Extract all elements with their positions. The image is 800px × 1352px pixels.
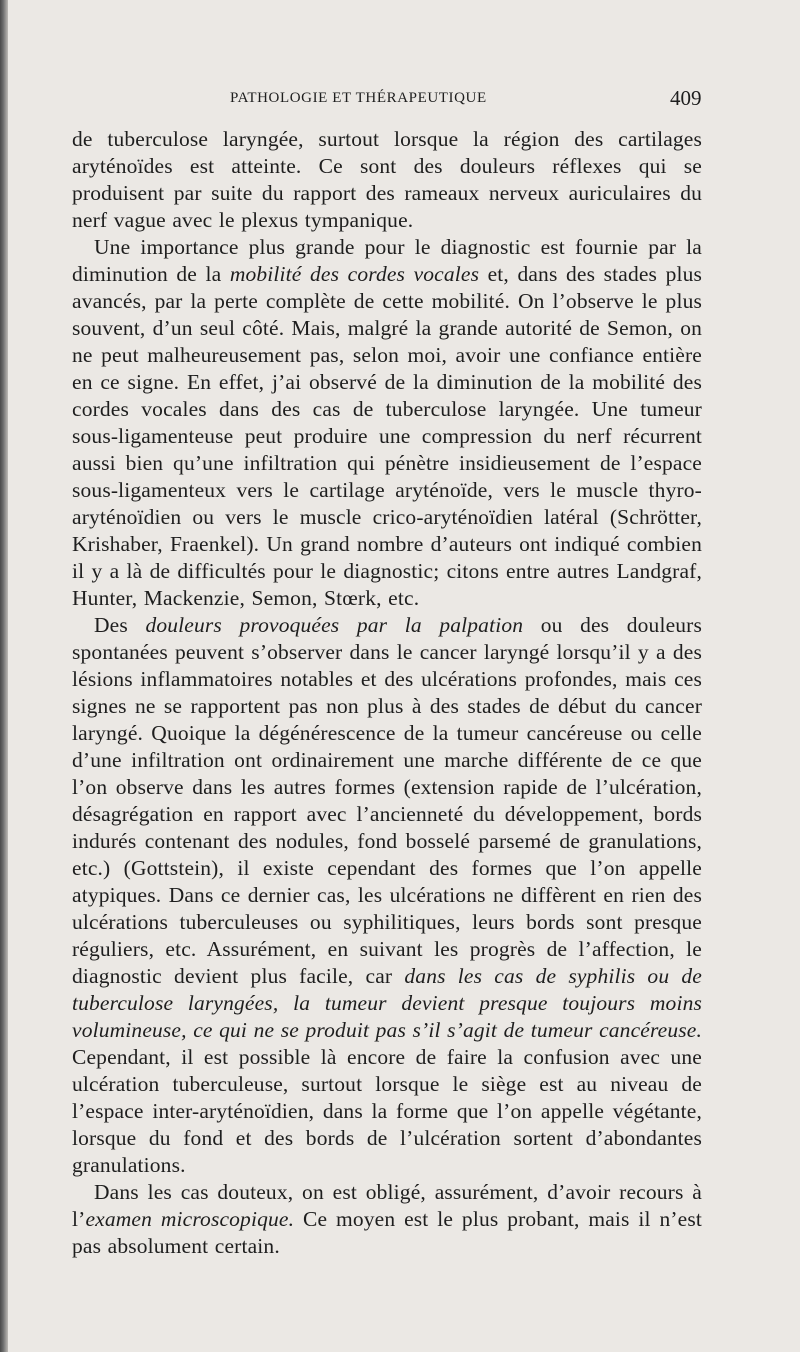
italic-emphasis: mobilité des cordes vocales (229, 262, 480, 286)
paragraph-3 (72, 612, 702, 1179)
text-segment: Dans les cas douteux, on est obligé, assurément, d’avoir recours à l’ (72, 1180, 702, 1231)
paragraph-2 (72, 234, 702, 612)
italic-emphasis: examen microscopique. (85, 1207, 295, 1231)
text-segment: Ce moyen est le plus probant, mais il n’est pas absolument certain. (72, 1207, 703, 1258)
text-segment: ou des douleurs spontanées peuvent s’observer dans le cancer laryngé lorsqu’il y a des lésions inflammatoires notables et des ulcérations profondes, mais ces signes ne se rapportent pas non plus à des stades de début du cancer laryngé. Quoique la dégénérescence de la tumeur cancéreuse ou celle d’une infiltration ont ordinairement une marche différente de ce que l’on observe dans les autres formes (extension rapide de l’ulcération, désagrégation en rapport avec l’ancienneté du développement, bords indurés contenant des nodules, fond bosselé parsemé de granulations, etc.) (Gottstein), il existe cependant des formes que l’on appelle atypiques. Dans ce dernier cas, les ulcérations ne diffèrent en rien des ulcérations tuberculeuses ou syphilitiques, leurs bords sont presque réguliers, etc. Assurément, en suivant les progrès de l’affection, le diagnostic devient plus facile, car (72, 613, 702, 988)
paragraph-1 (72, 126, 702, 234)
binding-edge (0, 0, 8, 1352)
text-segment: Cependant, il est possible là encore de faire la confusion avec une ulcération tuberculeuse, surtout lorsque le siège est au niveau de l’espace inter-aryténoïdien, dans la forme que l’on appelle végétante, lorsque du fond et des bords de l’ulcération sortent d’abondantes granulations. (72, 1045, 702, 1177)
text-segment: et, dans des stades plus avancés, par la perte complète de cette mobilité. On l’observe le plus souvent, d’un seul côté. Mais, malgré la grande autorité de Semon, on ne peut malheureusement pas, selon moi, avoir une confiance entière en ce signe. En effet, j’ai observé de la diminution de la mobilité des cordes vocales dans des cas de tuberculose laryngée. Une tumeur sous-ligamenteuse peut produire une compression du nerf récurrent aussi bien qu’une infiltration qui pénètre insidieusement de l’espace sous-ligamenteux vers le cartilage aryténoïde, vers le muscle thyro-aryténoïdien ou vers le muscle crico-aryténoïdien latéral (Schrötter, Krishaber, Fraenkel). Un grand nombre d’auteurs ont indiqué combien il y a là de difficultés pour le diagnostic; citons entre autres Landgraf, Hunter, Mackenzie, Semon, Stœrk, etc. (72, 262, 703, 610)
italic-emphasis: dans les cas de syphilis ou de tuberculose laryngées, la tumeur devient presque toujours moins volumineuse, ce qui ne se produit pas s’il s’agit de tumeur cancéreuse. (72, 964, 702, 1042)
paragraph-4 (72, 1179, 702, 1260)
text-segment: Des (94, 613, 146, 637)
italic-emphasis: douleurs provoquées par la palpation (145, 613, 524, 637)
page-header (0, 88, 800, 112)
page-number: 409 (670, 86, 702, 110)
text-segment: de tuberculose laryngée, surtout lorsque la région des cartilages aryténoïdes est atteinte. Ce sont des douleurs réflexes qui se produisent par suite du rapport des rameaux nerveux auriculaires du nerf vague avec le plexus tympanique. (72, 127, 702, 232)
running-title: PATHOLOGIE ET THÉRAPEUTIQUE (230, 90, 487, 106)
body-text (72, 126, 702, 1260)
text-segment: Une importance plus grande pour le diagnostic est fournie par la diminution de la (72, 235, 702, 286)
